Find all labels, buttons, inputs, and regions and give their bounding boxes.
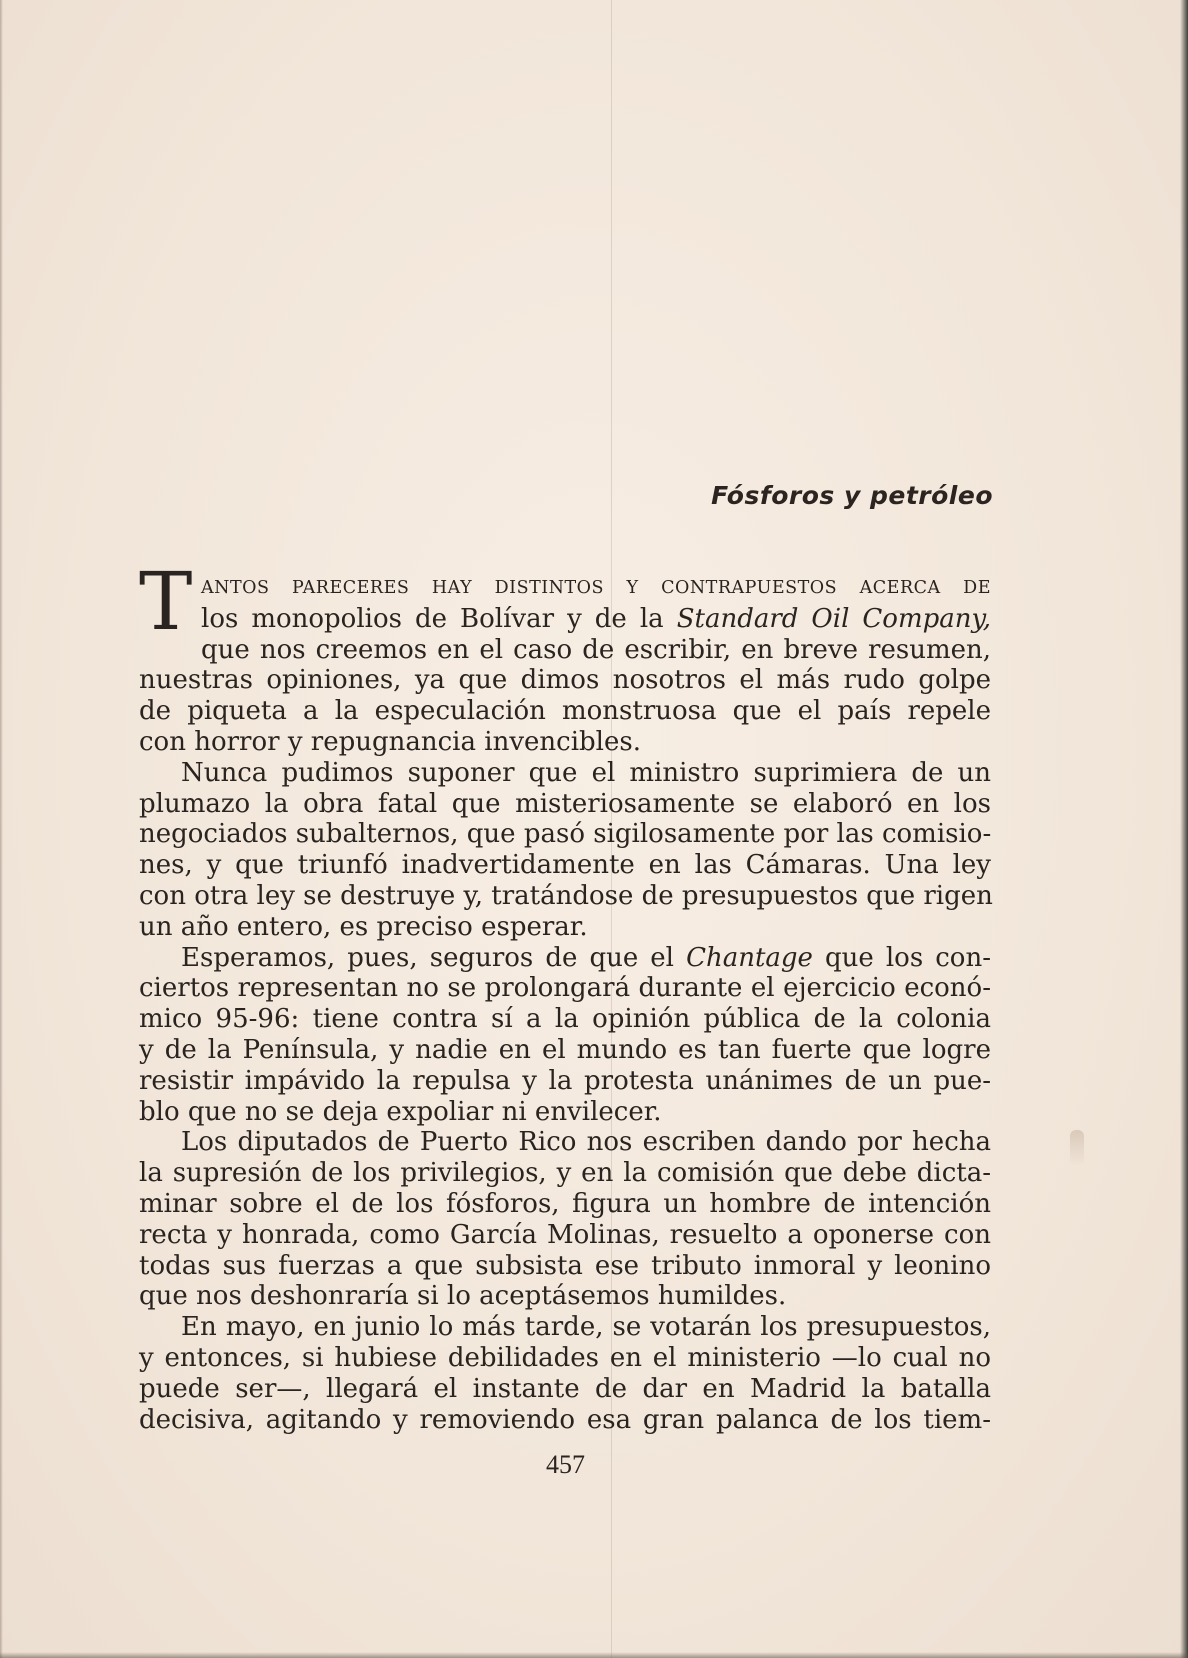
body-line: nuestras opiniones, ya que dimos nosotros el más rudo golpe xyxy=(139,665,991,696)
body-line: ANTOS PARECERES HAY DISTINTOS Y CONTRAPUESTOS ACERCA DE xyxy=(201,578,991,598)
emphasis-standard-oil: Standard Oil Company, xyxy=(676,603,991,634)
page-edge-right xyxy=(1180,0,1188,1658)
body-line: blo que no se deja expoliar ni envilecer. xyxy=(139,1096,662,1127)
page-number: 457 xyxy=(546,1450,585,1479)
body-line: con otra ley se destruye y, tratándose de presupuestos que rigen xyxy=(139,880,993,911)
body-line: los monopolios de Bolívar y de la Standard Oil Company, xyxy=(201,603,991,634)
drop-cap: T xyxy=(139,555,193,648)
body-line: la supresión de los privilegios, y en la comisión que debe dicta- xyxy=(139,1158,991,1189)
paper-stain xyxy=(1070,1130,1084,1166)
article-body xyxy=(139,573,991,1435)
body-line: un año entero, es preciso esperar. xyxy=(139,911,588,942)
body-line: minar sobre el de los fósforos, figura un hombre de intención xyxy=(139,1188,991,1219)
body-line: Los diputados de Puerto Rico nos escriben dando por hecha xyxy=(181,1127,991,1158)
body-line: con horror y repugnancia invencibles. xyxy=(139,726,641,757)
body-line: resistir impávido la repulsa y la protesta unánimes de un pue- xyxy=(139,1065,991,1096)
body-line: decisiva, agitando y removiendo esa gran palanca de los tiem- xyxy=(139,1404,991,1435)
page-edge-left xyxy=(0,0,3,1658)
body-line: recta y honrada, como García Molinas, resuelto a oponerse con xyxy=(139,1219,991,1250)
body-line: negociados subalternos, que pasó sigilosamente por las comisio- xyxy=(139,819,992,850)
body-line: Esperamos, pues, seguros de que el Chantage que los con- xyxy=(181,942,991,973)
body-line: nes, y que triunfó inadvertidamente en las Cámaras. Una ley xyxy=(139,850,991,881)
body-line: de piqueta a la especulación monstruosa que el país repele xyxy=(139,696,991,727)
page-edge-bottom xyxy=(0,1652,1188,1658)
body-line: ciertos representan no se prolongará durante el ejercicio econó- xyxy=(139,973,991,1004)
emphasis-chantage: Chantage xyxy=(686,942,813,973)
body-line: todas sus fuerzas a que subsista ese tributo inmoral y leonino xyxy=(139,1250,991,1281)
body-line: que nos deshonraría si lo aceptásemos humildes. xyxy=(139,1281,787,1312)
body-line: puede ser—, llegará el instante de dar en Madrid la batalla xyxy=(139,1373,991,1404)
body-line: y de la Península, y nadie en el mundo es tan fuerte que logre xyxy=(139,1034,991,1065)
article-title: Fósforos y petróleo xyxy=(711,481,993,510)
body-line: En mayo, en junio lo más tarde, se votarán los presupuestos, xyxy=(181,1312,991,1343)
body-line: y entonces, si hubiese debilidades en el ministerio —lo cual no xyxy=(139,1342,991,1373)
body-line: mico 95-96: tiene contra sí a la opinión pública de la colonia xyxy=(139,1004,991,1035)
body-line: que nos creemos en el caso de escribir, en breve resumen, xyxy=(201,634,991,665)
body-line: Nunca pudimos suponer que el ministro suprimiera de un xyxy=(181,757,991,788)
body-line: plumazo la obra fatal que misteriosamente se elaboró en los xyxy=(139,788,991,819)
